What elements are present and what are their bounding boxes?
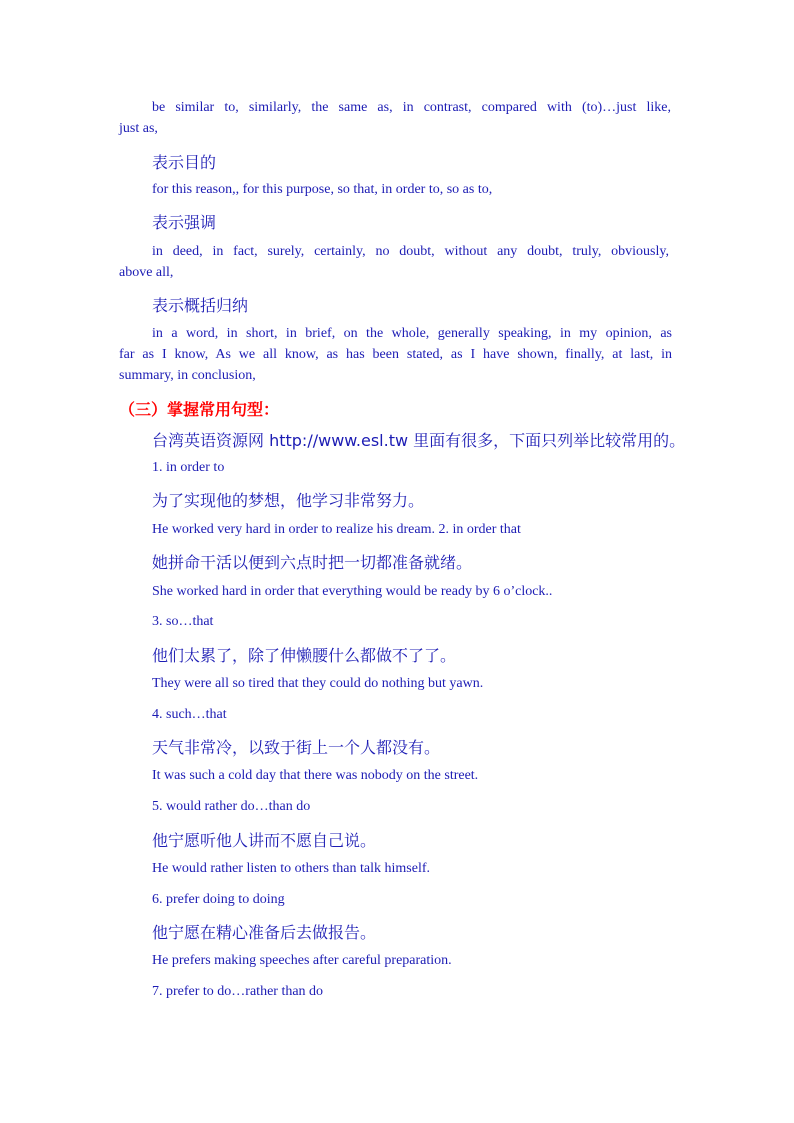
transition-words-comparison-line-1: be similar to, similarly, the same as, in contrast, compared with (to)…just like, [152,100,671,115]
transition-words-purpose: for this reason,, for this purpose, so that, in order to, so as to, [152,182,493,197]
pattern-1-chinese-example: 为了实现他的梦想，他学习非常努力。 [152,491,425,510]
pattern-3-chinese-example: 他们太累了，除了伸懒腰什么都做不了了。 [152,646,457,665]
pattern-4-title: 4. such…that [152,707,227,722]
section-heading-common-sentence-patterns: （三）掌握常用句型： [119,400,280,419]
pattern-4-chinese-example: 天气非常冷，以致于街上一个人都没有。 [152,738,441,757]
pattern-6-chinese-example: 他宁愿在精心准备后去做报告。 [152,923,377,942]
pattern-7-title: 7. prefer to do…rather than do [152,984,324,999]
transition-words-comparison-line-2: just as, [119,121,158,136]
heading-purpose: 表示目的 [152,153,217,172]
transition-words-summary-line-1: in a word, in short, in brief, on the whole, generally speaking, in my opinion, as [152,326,672,341]
pattern-2-english-example: She worked hard in order that everything would be ready by 6 o’clock.. [152,584,553,599]
pattern-4-english-example: It was such a cold day that there was nobody on the street. [152,768,479,783]
pattern-6-english-example: He prefers making speeches after careful preparation. [152,953,452,968]
pattern-3-title: 3. so…that [152,614,214,629]
pattern-3-english-example: They were all so tired that they could do nothing but yawn. [152,676,484,691]
pattern-5-title: 5. would rather do…than do [152,799,311,814]
transition-words-summary-line-2: far as I know, As we all know, as has been stated, as I have shown, finally, at last, in [119,347,672,362]
pattern-5-english-example: He would rather listen to others than talk himself. [152,861,430,876]
transition-words-emphasis-line-2: above all, [119,265,174,280]
transition-words-emphasis-line-1: in deed, in fact, surely, certainly, no doubt, without any doubt, truly, obviously, [152,244,669,259]
heading-summary: 表示概括归纳 [152,296,249,315]
pattern-2-chinese-example: 她拼命干活以便到六点时把一切都准备就绪。 [152,553,473,572]
pattern-1-english-example: He worked very hard in order to realize his dream. 2. in order that [152,522,521,537]
resource-site-line: 台湾英语资源网 http://www.esl.tw 里面有很多，下面只列举比较常用的。 [152,431,686,450]
pattern-6-title: 6. prefer doing to doing [152,892,285,907]
transition-words-summary-line-3: summary, in conclusion, [119,368,256,383]
pattern-1-title: 1. in order to [152,460,225,475]
pattern-5-chinese-example: 他宁愿听他人讲而不愿自己说。 [152,831,377,850]
heading-emphasis: 表示强调 [152,213,217,232]
